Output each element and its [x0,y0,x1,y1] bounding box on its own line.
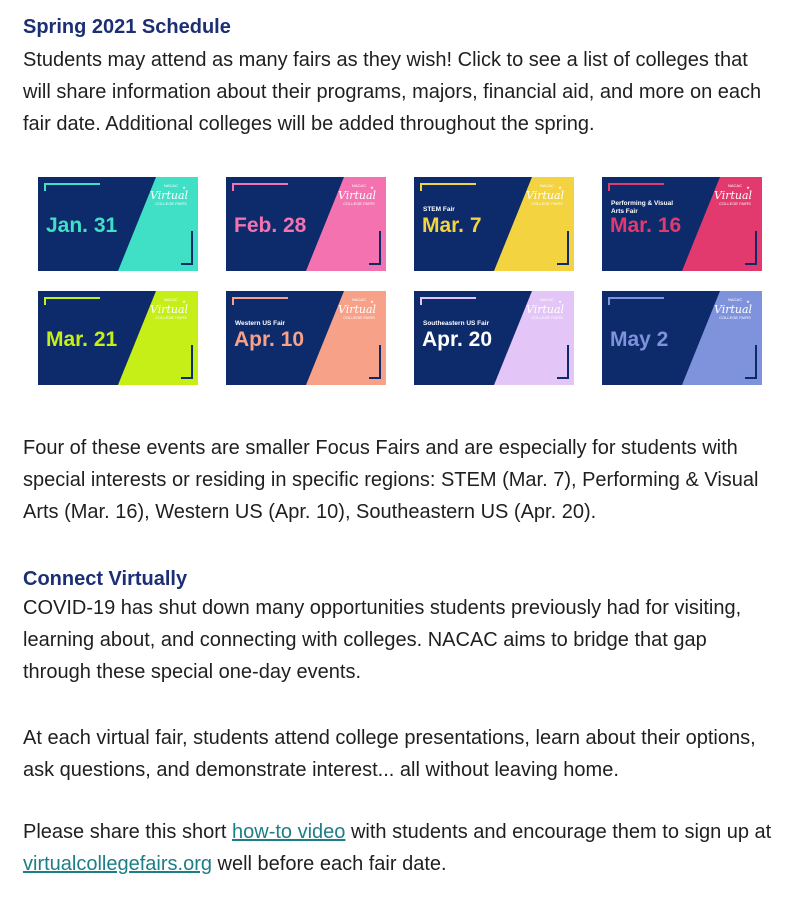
fair-card-graphic [414,177,574,271]
schedule-intro: Students may attend as many fairs as they wish! Click to see a list of colleges that will share information about their programs, majors, financial aid, and more on each fair date. Additional colleges will be added throughout the spring. [23,49,762,135]
logo-college-fairs: COLLEGE FAIRS [343,315,375,320]
fair-subtitle: Western US Fair [235,320,286,327]
fair-subtitle: Southeastern US Fair [423,320,490,327]
fair-card-graphic [38,177,198,271]
logo-college-fairs: COLLEGE FAIRS [155,201,187,206]
logo-virtual: Virtual [525,189,565,202]
how-to-video-link[interactable]: how-to video [232,821,346,843]
logo-virtual: Virtual [149,303,189,316]
share-pre: Please share this short [23,821,232,843]
logo-nacac: NACAC [351,297,367,302]
logo-nacac: NACAC [351,183,367,188]
fair-date-label: Mar. 21 [46,328,118,351]
share-mid: with students and encourage them to sign up at [345,821,772,843]
fair-card[interactable] [38,177,198,271]
fair-card[interactable] [602,291,762,385]
fair-card-graphic [414,291,574,385]
fair-card-graphic [38,291,198,385]
virtual-fair-text: At each virtual fair, students attend college presentations, learn about their options, ask questions, and demonstrate interest... all without leaving home. [23,727,756,781]
star-icon: ★ [746,185,750,190]
logo-virtual: Virtual [149,189,189,202]
fair-card-graphic [602,291,762,385]
fair-subtitle: Performing & Visual [611,200,674,207]
share-post: well before each fair date. [211,853,447,875]
fair-date-label: Apr. 20 [422,328,493,351]
fair-date-label: Mar. 16 [610,214,682,237]
fair-card[interactable] [226,177,386,271]
logo-nacac: NACAC [163,297,179,302]
fair-card[interactable] [414,291,574,385]
logo-college-fairs: COLLEGE FAIRS [155,315,187,320]
logo-virtual: Virtual [337,189,377,202]
schedule-heading: Spring 2021 Schedule [23,16,231,38]
fair-date-label: Apr. 10 [234,328,305,351]
fair-card[interactable] [226,291,386,385]
logo-college-fairs: COLLEGE FAIRS [531,201,563,206]
fair-date-label: May 2 [610,328,669,351]
logo-college-fairs: COLLEGE FAIRS [343,201,375,206]
logo-nacac: NACAC [163,183,179,188]
fair-date-label: Feb. 28 [234,214,307,237]
connect-heading: Connect Virtually [23,568,188,590]
star-icon: ★ [746,299,750,304]
logo-college-fairs: COLLEGE FAIRS [719,201,751,206]
fair-card[interactable] [38,291,198,385]
share-text [23,816,775,880]
logo-virtual: Virtual [713,189,753,202]
virtualcollegefairs-link[interactable]: virtualcollegefairs.org [23,853,212,875]
fair-date-grid [38,177,762,385]
fair-card-graphic [226,177,386,271]
star-icon: ★ [558,185,562,190]
logo-nacac: NACAC [727,183,743,188]
star-icon: ★ [182,185,186,190]
logo-college-fairs: COLLEGE FAIRS [531,315,563,320]
logo-nacac: NACAC [727,297,743,302]
star-icon: ★ [558,299,562,304]
fair-subtitle-line2: Arts Fair [611,208,638,215]
fair-date-label: Jan. 31 [46,214,118,237]
logo-virtual: Virtual [525,303,565,316]
logo-nacac: NACAC [539,183,555,188]
fair-card[interactable] [414,177,574,271]
focus-fairs-text: Four of these events are smaller Focus Fairs and are especially for students with special interests or residing in specific regions: STEM (Mar. 7), Performing & Visual Arts (Mar. 16), Western US (Apr. 10), Southeastern US (Apr. 20). [23,437,759,523]
logo-nacac: NACAC [539,297,555,302]
star-icon: ★ [370,299,374,304]
fair-subtitle: STEM Fair [423,206,455,213]
fair-date-label: Mar. 7 [422,214,482,237]
covid-text: COVID-19 has shut down many opportunities students previously had for visiting, learning about, and connecting with colleges. NACAC aims to bridge that gap through these special one-day events. [23,597,742,683]
fair-card[interactable] [602,177,762,271]
logo-virtual: Virtual [713,303,753,316]
logo-college-fairs: COLLEGE FAIRS [719,315,751,320]
fair-card-graphic [602,177,762,271]
star-icon: ★ [182,299,186,304]
fair-card-graphic [226,291,386,385]
star-icon: ★ [370,185,374,190]
logo-virtual: Virtual [337,303,377,316]
